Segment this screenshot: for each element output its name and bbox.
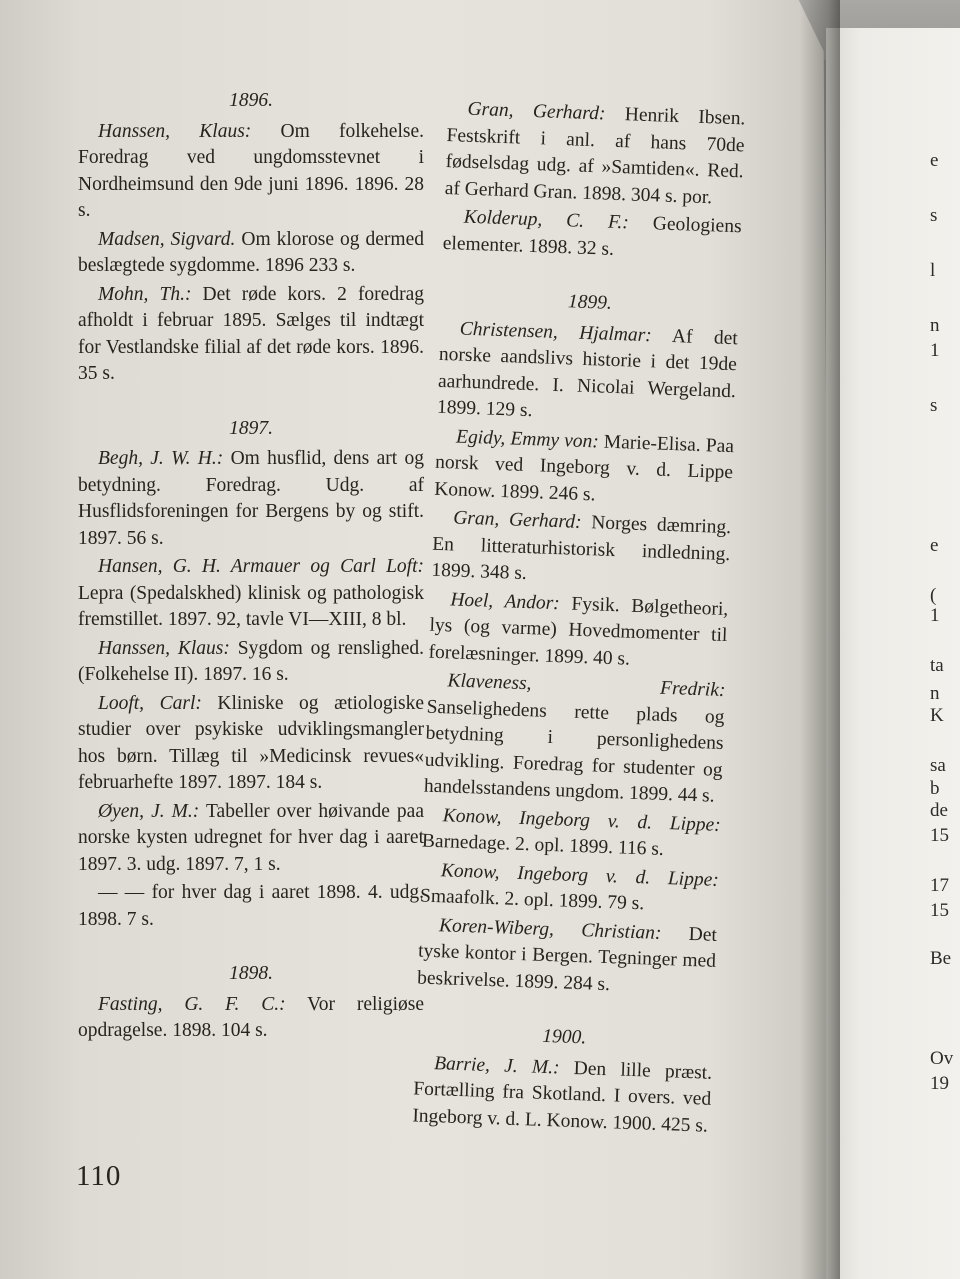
entry-text: Barnedage. 2. opl. 1899. 116 s. bbox=[421, 830, 665, 860]
left-column bbox=[78, 88, 424, 1047]
facing-page-fragment: sa bbox=[930, 755, 946, 776]
bibliography-entry bbox=[78, 554, 424, 634]
right-column bbox=[412, 96, 746, 1142]
page-number: 110 bbox=[76, 1160, 122, 1192]
entry-text: Fysik. Bølgetheori, lys (og varme) Hovedmomenter til forelæsninger. 1899. 40 s. bbox=[428, 592, 729, 670]
facing-page-fragment: ta bbox=[930, 655, 944, 676]
entry-text: Om klorose og dermed beslægtede sygdomme. 1896 233 s. bbox=[78, 228, 424, 276]
entry-author: Hansen, G. H. Armauer og Carl Loft: bbox=[98, 556, 424, 577]
facing-page-fragment: b bbox=[930, 778, 940, 799]
entry-text: Geologiens elementer. 1898. 32 s. bbox=[442, 212, 742, 260]
year-heading-1897: 1897. bbox=[229, 417, 273, 439]
entry-text: Det røde kors. 2 foredrag afholdt i februar 1895. Sælges til indtægt for Vestlandske filial af det røde kors. 1896. 35 s. bbox=[78, 283, 424, 384]
entry-text: Sanselighedens rette plads og betydning i personlighedens udvikling. Foredrag for studenter og handelsstandens ungdom. 1899. 44 s. bbox=[423, 696, 725, 807]
bibliography-entry bbox=[78, 227, 424, 280]
facing-page-fragment: 1 bbox=[930, 605, 940, 626]
entry-author: Fasting, G. F. C.: bbox=[98, 993, 286, 1015]
entry-author: Madsen, Sigvard. bbox=[98, 228, 236, 250]
year-heading-1898: 1898. bbox=[229, 963, 273, 984]
entry-text: Marie-Elisa. Paa norsk ved Ingeborg v. d. Lippe Konow. 1899. 246 s. bbox=[433, 430, 735, 505]
bibliography-entry bbox=[431, 505, 732, 595]
entry-author: Begh, J. W. H.: bbox=[98, 448, 224, 469]
entry-author: Kolderup, C. F.: bbox=[463, 206, 630, 234]
bibliography-entry bbox=[420, 857, 720, 920]
entry-author: Egidy, Emmy von: bbox=[455, 425, 600, 452]
facing-page-fragment: n bbox=[930, 683, 940, 704]
bibliography-entry bbox=[78, 691, 424, 797]
entry-author: Konow, Ingeborg v. d. Lippe: bbox=[442, 804, 722, 836]
entry-text: Lepra (Spedalskhed) klinisk og pathologisk fremstillet. 1897. 92, tavle VI—XIII, 8 bl. bbox=[78, 582, 424, 630]
year-heading-1900: 1900. bbox=[541, 1025, 587, 1049]
entry-text: Tabeller over høivande paa norske kysten udregnet for hver dag i aaret 1897. 3. udg. 1897. 7, 1 s. bbox=[78, 800, 424, 875]
facing-page-fragment: Be bbox=[930, 948, 952, 969]
bibliography-entry bbox=[428, 586, 729, 676]
entry-text: Sygdom og renslighed. (Folkehelse II). 1897. 16 s. bbox=[78, 637, 425, 685]
facing-page-fragment: e bbox=[930, 535, 939, 556]
bibliography-entry bbox=[423, 668, 725, 811]
facing-page-fragment: n bbox=[930, 315, 940, 336]
entry-author: Barrie, J. M.: bbox=[433, 1052, 560, 1078]
bibliography-entry bbox=[78, 282, 424, 388]
entry-text: Henrik Ibsen. Festskrift i anl. af hans 70de fødselsdag udg. af »Samtiden«. Red. af Gerhard Gran. 1898. 304 s. por. bbox=[444, 103, 746, 208]
entry-text: Af det norske aandslivs historie i det 19de aarhundrede. I. Nicolai Wergeland. 1899. 129 s. bbox=[436, 324, 739, 422]
entry-author: Hanssen, Klaus: bbox=[98, 120, 252, 142]
entry-author: Gran, Gerhard: bbox=[467, 98, 606, 125]
facing-page-fragment: 1 bbox=[930, 340, 940, 361]
entry-text: Den lille præst. Fortælling fra Skotland. I overs. ved Ingeborg v. d. L. Konow. 1900. 425 s. bbox=[412, 1056, 713, 1137]
bibliography-entry bbox=[78, 636, 424, 689]
bibliography-entry bbox=[78, 799, 424, 879]
facing-page-fragment: s bbox=[930, 395, 938, 416]
facing-page-fragment: 19 bbox=[930, 1073, 949, 1094]
facing-page-fragment: de bbox=[930, 800, 948, 821]
book-gutter-shadow bbox=[800, 0, 840, 1279]
entry-text: Det tyske kontor i Bergen. Tegninger med beskrivelse. 1899. 284 s. bbox=[416, 922, 718, 995]
bibliography-entry bbox=[78, 119, 424, 225]
facing-page-fragment: 15 bbox=[930, 900, 949, 921]
bibliography-entry bbox=[437, 315, 739, 431]
entry-author: Hoel, Andor: bbox=[450, 588, 561, 614]
facing-page-fragment: e bbox=[930, 150, 939, 171]
facing-page-fragment: Ov bbox=[930, 1048, 954, 1069]
entry-text: Om folkehelse. Foredrag ved ungdomsstevnet i Nordheimsund den 9de juni 1896. 1896. 28 s. bbox=[78, 120, 424, 221]
bibliography-entry bbox=[412, 1050, 713, 1140]
entry-author: Looft, Carl: bbox=[98, 692, 202, 714]
entry-text: Om husflid, dens art og betydning. Foredrag. Udg. af Husflidsforeningen for Bergens by og stift. 1897. 56 s. bbox=[78, 448, 424, 549]
entry-text: — — for hver dag i aaret 1898. 4. udg. 1898. 7 s. bbox=[78, 882, 424, 930]
bibliography-entry bbox=[442, 204, 742, 267]
entry-author: Klaveness, Fredrik: bbox=[447, 670, 726, 702]
entry-author: Mohn, Th.: bbox=[98, 283, 192, 305]
bibliography-entry bbox=[78, 446, 424, 552]
bibliography-entry bbox=[434, 423, 735, 513]
entry-author: Øyen, J. M.: bbox=[98, 800, 200, 822]
bibliography-entry bbox=[78, 880, 424, 933]
facing-page-fragment: 17 bbox=[930, 875, 949, 896]
entry-author: Christensen, Hjalmar: bbox=[459, 318, 653, 346]
bibliography-entry bbox=[421, 802, 721, 865]
entry-text: Kliniske og ætiologiske studier over psykiske udviklingsmangler hos børn. Tillæg til »Medicinsk revues« februarhefte 1897. 1897. 184 s. bbox=[78, 692, 424, 793]
entry-text: Smaafolk. 2. opl. 1899. 79 s. bbox=[419, 885, 645, 915]
facing-page-fragment: K bbox=[930, 705, 944, 726]
year-heading-1899: 1899. bbox=[567, 291, 613, 314]
facing-page-fragment: 15 bbox=[930, 825, 949, 846]
entry-text: Norges dæmring. En litteraturhistorisk indledning. 1899. 348 s. bbox=[431, 511, 732, 585]
facing-page-fragment: ( bbox=[930, 585, 937, 606]
year-heading-1896: 1896. bbox=[229, 90, 273, 111]
entry-text: Vor religiøse opdragelse. 1898. 104 s. bbox=[78, 993, 424, 1041]
facing-page-fragment: l bbox=[930, 260, 936, 281]
bibliography-entry bbox=[444, 96, 746, 212]
entry-author: Hanssen, Klaus: bbox=[98, 637, 230, 659]
facing-page-fragment: s bbox=[930, 205, 938, 226]
entry-author: Gran, Gerhard: bbox=[452, 507, 582, 533]
entry-author: Koren-Wiberg, Christian: bbox=[438, 914, 662, 944]
entry-author: Konow, Ingeborg v. d. Lippe: bbox=[440, 859, 720, 891]
bibliography-entry bbox=[78, 992, 424, 1045]
bibliography-entry bbox=[417, 912, 718, 1002]
